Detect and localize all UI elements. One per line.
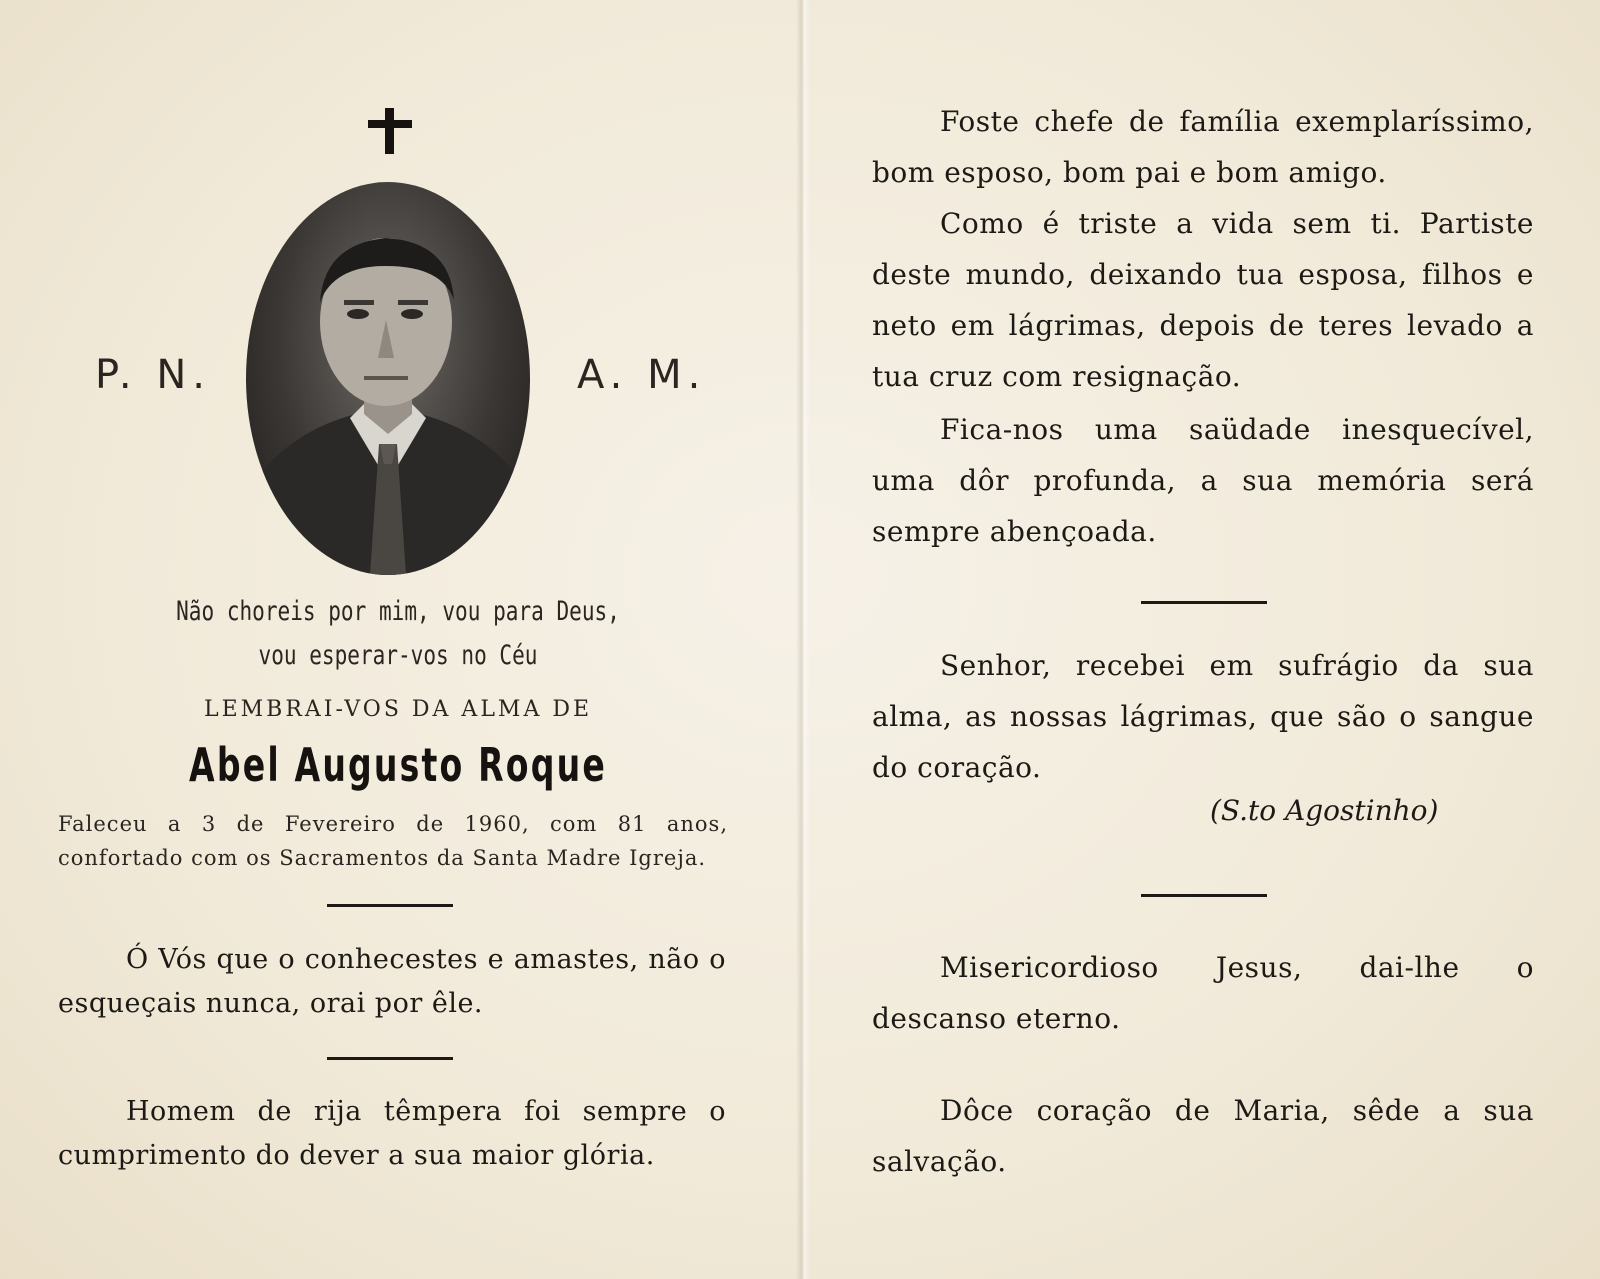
cross-icon [368, 108, 412, 154]
quote-attribution: (S.to Agostinho) [1210, 794, 1439, 827]
right-paragraph-6: Dôce coração de Maria, sêde a sua salvação. [872, 1094, 1534, 1178]
right-paragraph-4: Senhor, recebei em sufrágio da sua alma, as nossas lágrimas, que são o sangue do coração. [872, 649, 1534, 784]
quote-line-1: Não choreis por mim, vou para Deus, [176, 596, 620, 627]
right-paragraph-1: Foste chefe de família exemplaríssimo, bom esposo, bom pai e bom amigo. [872, 105, 1534, 189]
divider [1141, 601, 1267, 604]
right-paragraph-5: Misericordioso Jesus, dai-lhe o descanso eterno. [872, 951, 1534, 1035]
remember-heading: LEMBRAI-VOS DA ALMA DE [203, 697, 593, 722]
right-paragraph-3: Fica-nos uma saüdade inesquecível, uma dôr profunda, a sua memória será sempre abençoada. [872, 413, 1534, 548]
right-panel [810, 0, 1600, 1279]
death-notice: Faleceu a 3 de Fevereiro de 1960, com 81 anos, confortado com os Sacramentos da Santa Madre Igreja. [58, 812, 728, 870]
divider [327, 1057, 453, 1060]
left-panel [0, 0, 796, 1279]
deceased-name: Abel Augusto Roque [189, 738, 607, 792]
left-paragraph-2: Homem de rija têmpera foi sempre o cumprimento do dever a sua maior glória. [58, 1096, 726, 1171]
quote-line-2: vou esperar-vos no Céu [258, 640, 538, 671]
initials-pn: P. N. [95, 352, 211, 398]
right-paragraph-2: Como é triste a vida sem ti. Partiste deste mundo, deixando tua esposa, filhos e neto em lágrimas, depois de teres levado a tua cruz com resignação. [872, 207, 1534, 393]
initials-am: A. M. [577, 352, 707, 398]
divider [327, 904, 453, 907]
card-fold [796, 0, 810, 1279]
portrait-photo [246, 182, 530, 575]
left-paragraph-1: Ó Vós que o conhecestes e amastes, não o esqueçais nunca, orai por êle. [58, 944, 726, 1019]
divider [1141, 894, 1267, 897]
